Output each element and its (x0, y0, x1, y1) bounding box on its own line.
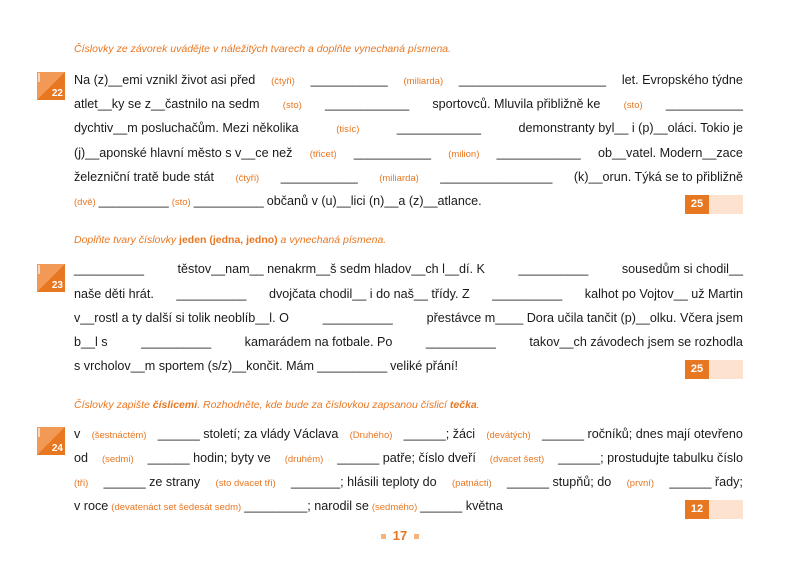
text-segment: ________________ (440, 170, 553, 184)
text-segment: železniční tratě bude stát (74, 170, 215, 184)
text-segment: veliké přání! (390, 359, 459, 373)
text-segment: ______ patře; číslo dveří (337, 451, 476, 465)
exercise-number: 23 (51, 280, 63, 291)
text-segment: ______; prostudujte tabulku číslo (558, 451, 743, 465)
exercise-badge (37, 72, 65, 100)
hint-text: (dvacet šest) (489, 454, 545, 465)
exercise-badge (37, 427, 65, 455)
text-segment: __________ (425, 335, 496, 349)
text-line (74, 121, 743, 135)
text-segment: ___________ (310, 73, 388, 87)
score-value: 25 (685, 360, 709, 379)
score-value: 12 (685, 500, 709, 519)
hint-text: (šestnáctém) (91, 430, 147, 441)
text-segment: _____________________ (458, 73, 607, 87)
text-segment: _________; narodil se (244, 499, 369, 513)
hint-text: (sto) (282, 100, 302, 111)
hint-text: (devatenáct set šedesát sedm) (111, 502, 242, 513)
text-segment: dychtiv__m posluchačům. Mezi několika (74, 121, 299, 135)
text-segment: ______ století; za vlády Václava (157, 427, 339, 441)
text-line (74, 359, 743, 373)
exercise-24-instruction (74, 399, 480, 411)
instruction-bold: číslicemi (152, 399, 198, 411)
hint-text: (tři) (74, 478, 89, 489)
text-line (74, 194, 743, 208)
text-segment: v__rostl a ty další si tolik neoblíb__l. O (74, 311, 289, 325)
hint-text: (sto) (171, 197, 191, 208)
text-segment: demonstranty byl__ i (p)__oláci. Tokio je (518, 121, 743, 135)
text-segment: ______ ročníků; dnes mají otevřeno (541, 427, 743, 441)
text-segment: __________ (518, 262, 589, 276)
text-segment: kalhot po Vojtov__ už Martin (584, 287, 743, 301)
text-segment: sportovců. Mluvila přibližně ke (432, 97, 601, 111)
exercise-23-instruction (74, 234, 386, 246)
instruction-bold: jeden (jedna, jedno) (179, 234, 278, 246)
hint-text: (první) (626, 478, 655, 489)
text-line (74, 499, 743, 513)
text-segment: (k)__orun. Týká se to přibližně (573, 170, 743, 184)
score-box (685, 360, 743, 379)
instruction-text: a vynechaná písmena. (277, 234, 387, 246)
text-segment: ______ května (420, 499, 503, 513)
hint-text: (dvě) (74, 197, 96, 208)
text-line (74, 262, 743, 276)
hint-text: (tisíc) (336, 124, 360, 135)
hint-text: (sedmého) (371, 502, 418, 513)
instruction-text: Doplňte tvary číslovky (74, 234, 180, 246)
text-segment: občanů v (u)__lici (n)__a (z)__atlance. (266, 194, 482, 208)
text-segment: ______ hodin; byty ve (147, 451, 271, 465)
text-segment: __________ (322, 311, 393, 325)
hint-text: (čtyři) (271, 76, 295, 87)
text-segment: dvojčata chodil__ i do naš__ třídy. Z (268, 287, 470, 301)
page-number (0, 528, 800, 543)
text-segment: s vrcholov__m sportem (s/z)__končit. Mám (74, 359, 315, 373)
text-line (74, 427, 743, 441)
hint-text: (miliarda) (379, 173, 419, 184)
text-segment: let. Evropského týdne (621, 73, 743, 87)
instruction-text: . Rozhodněte, kde bude za číslovkou zapsanou číslicí (197, 399, 450, 411)
hint-text: (třicet) (309, 149, 337, 160)
text-segment: ______ ze strany (103, 475, 201, 489)
hint-text: (sto) (623, 100, 643, 111)
text-segment: sousedům si chodil__ (621, 262, 743, 276)
text-line (74, 287, 743, 301)
text-segment: ____________ (325, 97, 410, 111)
text-segment: __________ (193, 194, 264, 208)
text-segment: __________ (176, 287, 247, 301)
text-segment: kamarádem na fotbale. Po (244, 335, 393, 349)
text-segment: __________ (141, 335, 212, 349)
instruction-text: . (476, 399, 480, 411)
text-line (74, 311, 743, 325)
text-line (74, 335, 743, 349)
square-bullet-icon (381, 534, 386, 539)
exercise-number: 22 (51, 88, 63, 99)
text-segment: ______ řady; (669, 475, 743, 489)
hint-text: (sedmi) (101, 454, 134, 465)
instruction-text: Číslovky zapište (74, 399, 153, 411)
score-value: 25 (685, 195, 709, 214)
text-segment: od (74, 451, 89, 465)
text-segment: ___________ (353, 146, 431, 160)
hint-text: (čtyři) (235, 173, 260, 184)
text-line (74, 451, 743, 465)
text-line (74, 475, 743, 489)
square-bullet-icon (414, 534, 419, 539)
text-segment: přestávce m____ Dora učila tančit (p)__olku. Včera jsem (426, 311, 743, 325)
exercise-badge (37, 264, 65, 292)
text-segment: _______; hlásili teploty do (291, 475, 437, 489)
hint-text: (druhém) (284, 454, 324, 465)
text-segment: ob__vatel. Modern__zace (598, 146, 743, 160)
text-segment: ______ stupňů; do (506, 475, 612, 489)
hint-text: (Druhého) (349, 430, 393, 441)
text-segment: ______; žáci (403, 427, 476, 441)
score-box (685, 195, 743, 214)
text-segment: ____________ (496, 146, 581, 160)
text-segment: ___________ (665, 97, 743, 111)
text-segment: ____________ (396, 121, 481, 135)
text-segment: naše děti hrát. (74, 287, 154, 301)
text-segment: __________ (98, 194, 169, 208)
text-segment: takov__ch závodech jsem se rozhodla (529, 335, 743, 349)
text-segment: __________ (317, 359, 388, 373)
exercise-number: 24 (51, 443, 63, 454)
hint-text: (sto dvacet tři) (215, 478, 276, 489)
text-segment: v roce (74, 499, 109, 513)
text-segment: (j)__aponské hlavní město s v__ce než (74, 146, 293, 160)
text-line (74, 97, 743, 111)
text-line (74, 146, 743, 160)
text-segment: Na (z)__emi vznikl život asi před (74, 73, 256, 87)
text-segment: ___________ (280, 170, 358, 184)
score-box (685, 500, 743, 519)
hint-text: (milion) (448, 149, 480, 160)
text-segment: b__l s (74, 335, 108, 349)
text-line (74, 73, 743, 87)
instruction-bold: tečka (449, 399, 477, 411)
hint-text: (miliarda) (403, 76, 444, 87)
text-segment: __________ (74, 262, 145, 276)
hint-text: (patnácti) (452, 478, 492, 489)
text-segment: atlet__ky se z__častnilo na sedm (74, 97, 260, 111)
page-number-value: 17 (392, 528, 408, 543)
text-segment: těstov__nam__ nenakrm__š sedm hladov__ch l__dí. K (177, 262, 485, 276)
exercise-22-instruction: Číslovky ze závorek uvádějte v náležitých tvarech a doplňte vynechaná písmena. (74, 43, 452, 55)
text-segment: v (74, 427, 81, 441)
hint-text: (devátých) (486, 430, 531, 441)
text-segment: __________ (492, 287, 563, 301)
text-line (74, 170, 743, 184)
